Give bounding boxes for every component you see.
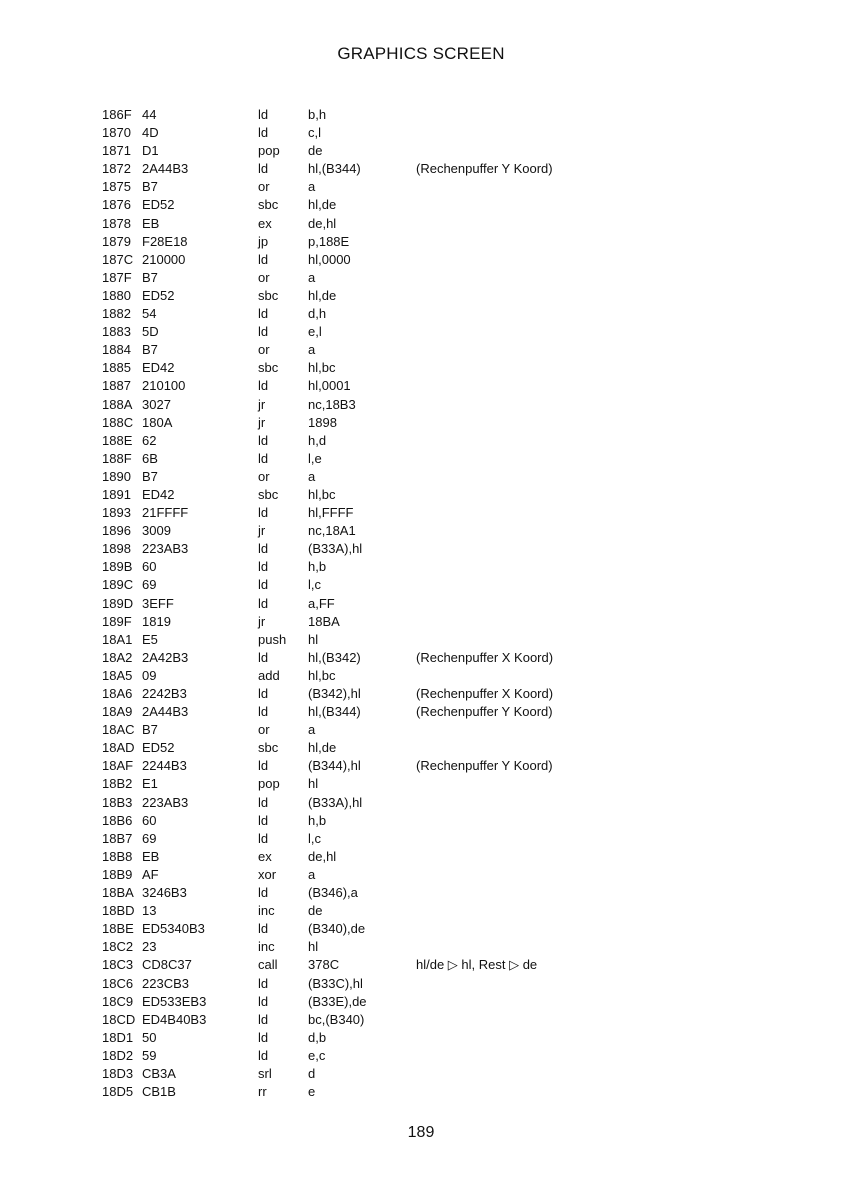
operand-cell: bc,(B340): [308, 1011, 365, 1027]
address-cell: 188C: [102, 414, 134, 430]
mnemonic-cell: rr: [258, 1084, 267, 1100]
listing-row: [0, 124, 842, 142]
address-cell: 187F: [102, 269, 132, 285]
mnemonic-cell: ld: [258, 921, 269, 937]
listing-row: [0, 775, 842, 793]
operand-cell: a: [308, 342, 316, 358]
opcode-bytes-cell: 13: [142, 903, 157, 919]
operand-cell: nc,18B3: [308, 396, 356, 412]
operand-cell: (B33A),hl: [308, 794, 363, 810]
operand-cell: b,h: [308, 107, 327, 122]
address-cell: 189F: [102, 613, 132, 629]
mnemonic-cell: or: [258, 342, 270, 358]
address-cell: 18C2: [102, 939, 134, 955]
address-cell: 18A9: [102, 704, 133, 720]
mnemonic-cell: ld: [258, 541, 269, 557]
address-cell: 18D3: [102, 1065, 134, 1081]
operand-cell: hl,de: [308, 740, 337, 756]
operand-cell: hl,bc: [308, 360, 336, 376]
address-cell: 1870: [102, 125, 131, 141]
address-cell: 186F: [102, 107, 132, 122]
mnemonic-cell: sbc: [258, 360, 279, 376]
opcode-bytes-cell: 60: [142, 559, 157, 575]
mnemonic-cell: ld: [258, 559, 269, 575]
opcode-bytes-cell: 23: [142, 939, 157, 955]
opcode-bytes-cell: B7: [142, 722, 158, 738]
opcode-bytes-cell: ED5340B3: [142, 921, 205, 937]
opcode-bytes-cell: ED533EB3: [142, 993, 207, 1009]
operand-cell: 378C: [308, 957, 340, 973]
address-cell: 188A: [102, 396, 133, 412]
mnemonic-cell: ex: [258, 848, 272, 864]
operand-cell: nc,18A1: [308, 523, 356, 539]
opcode-bytes-cell: 223AB3: [142, 541, 189, 557]
address-cell: 1896: [102, 523, 131, 539]
operand-cell: l,c: [308, 577, 321, 593]
operand-cell: c,l: [308, 125, 321, 141]
address-cell: 18BD: [102, 903, 135, 919]
mnemonic-cell: jr: [258, 613, 266, 629]
operand-cell: e,l: [308, 324, 322, 340]
listing-row: [0, 631, 842, 649]
operand-cell: hl,(B342): [308, 649, 361, 665]
operand-cell: hl,de: [308, 197, 337, 213]
operand-cell: de: [308, 143, 323, 159]
mnemonic-cell: ld: [258, 107, 269, 122]
opcode-bytes-cell: 21FFFF: [142, 505, 189, 521]
address-cell: 18B3: [102, 794, 133, 810]
listing-row: [0, 558, 842, 576]
opcode-bytes-cell: 3EFF: [142, 595, 174, 611]
operand-cell: hl,bc: [308, 667, 336, 683]
mnemonic-cell: ld: [258, 306, 269, 322]
listing-row: [0, 178, 842, 196]
mnemonic-cell: pop: [258, 143, 280, 159]
listing-row: [0, 540, 842, 558]
opcode-bytes-cell: 210000: [142, 251, 186, 267]
address-cell: 1890: [102, 468, 131, 484]
mnemonic-cell: or: [258, 722, 270, 738]
mnemonic-cell: pop: [258, 776, 280, 792]
mnemonic-cell: ld: [258, 1047, 269, 1063]
operand-cell: hl,FFFF: [308, 505, 354, 521]
operand-cell: de,hl: [308, 215, 337, 231]
listing-row: [0, 522, 842, 540]
assembly-listing: [0, 106, 842, 1101]
address-cell: 18D2: [102, 1047, 134, 1063]
address-cell: 18A5: [102, 667, 133, 683]
address-cell: 18C9: [102, 993, 134, 1009]
listing-row: [0, 504, 842, 522]
opcode-bytes-cell: CB1B: [142, 1084, 176, 1100]
mnemonic-cell: sbc: [258, 197, 279, 213]
operand-cell: hl,0000: [308, 251, 351, 267]
mnemonic-cell: ld: [258, 324, 269, 340]
opcode-bytes-cell: 59: [142, 1047, 157, 1063]
operand-cell: (B342),hl: [308, 686, 361, 701]
listing-row: [0, 432, 842, 450]
operand-cell: hl: [308, 776, 319, 792]
opcode-bytes-cell: CB3A: [142, 1065, 176, 1081]
operand-cell: d,h: [308, 306, 327, 322]
opcode-bytes-cell: ED52: [142, 740, 175, 756]
opcode-bytes-cell: 210100: [142, 378, 186, 394]
address-cell: 18B2: [102, 776, 133, 792]
page-number: 189: [407, 1124, 435, 1141]
operand-cell: p,188E: [308, 233, 350, 249]
opcode-bytes-cell: 50: [142, 1029, 157, 1045]
listing-row: [0, 685, 842, 703]
address-cell: 18A6: [102, 686, 133, 701]
listing-row: [0, 377, 842, 395]
opcode-bytes-cell: 2242B3: [142, 686, 187, 701]
operand-cell: 1898: [308, 414, 337, 430]
mnemonic-cell: ld: [258, 704, 269, 720]
address-cell: 1872: [102, 161, 131, 177]
address-cell: 1875: [102, 179, 131, 195]
operand-cell: (B33A),hl: [308, 541, 363, 557]
mnemonic-cell: sbc: [258, 287, 279, 303]
operand-cell: a: [308, 269, 316, 285]
address-cell: 1871: [102, 143, 131, 159]
listing-row: [0, 956, 842, 974]
opcode-bytes-cell: B7: [142, 269, 158, 285]
address-cell: 189D: [102, 595, 134, 611]
mnemonic-cell: ex: [258, 215, 272, 231]
opcode-bytes-cell: ED52: [142, 287, 175, 303]
operand-cell: a: [308, 468, 316, 484]
opcode-bytes-cell: EB: [142, 848, 160, 864]
opcode-bytes-cell: 223AB3: [142, 794, 189, 810]
operand-cell: hl: [308, 939, 319, 955]
listing-row: [0, 414, 842, 432]
operand-cell: h,b: [308, 812, 327, 828]
listing-row: [0, 233, 842, 251]
operand-cell: (B344),hl: [308, 758, 361, 774]
opcode-bytes-cell: 62: [142, 432, 157, 448]
listing-row: [0, 667, 842, 685]
mnemonic-cell: ld: [258, 885, 269, 901]
mnemonic-cell: ld: [258, 649, 269, 665]
mnemonic-cell: or: [258, 179, 270, 195]
opcode-bytes-cell: B7: [142, 179, 158, 195]
address-cell: 18AC: [102, 722, 135, 738]
operand-cell: (B33C),hl: [308, 975, 363, 991]
address-cell: 1879: [102, 233, 131, 249]
opcode-bytes-cell: ED42: [142, 360, 175, 376]
address-cell: 188F: [102, 450, 132, 466]
operand-cell: a: [308, 722, 316, 738]
mnemonic-cell: jr: [258, 523, 266, 539]
listing-row: [0, 613, 842, 631]
listing-row: [0, 595, 842, 613]
mnemonic-cell: ld: [258, 975, 269, 991]
address-cell: 1885: [102, 360, 131, 376]
operand-cell: (B346),a: [308, 885, 358, 901]
opcode-bytes-cell: B7: [142, 468, 158, 484]
address-cell: 189B: [102, 559, 133, 575]
operand-cell: l,e: [308, 450, 322, 466]
opcode-bytes-cell: 1819: [142, 613, 171, 629]
listing-row: [0, 287, 842, 305]
comment-cell: hl/de ▷ hl, Rest ▷ de: [416, 957, 538, 973]
address-cell: 18A1: [102, 631, 133, 647]
mnemonic-cell: ld: [258, 450, 269, 466]
comment-cell: (Rechenpuffer Y Koord): [416, 704, 553, 720]
operand-cell: (B33E),de: [308, 993, 367, 1009]
operand-cell: h,d: [308, 432, 327, 448]
opcode-bytes-cell: 3246B3: [142, 885, 187, 901]
address-cell: 18BA: [102, 885, 134, 901]
opcode-bytes-cell: 44: [142, 107, 157, 122]
listing-row: [0, 196, 842, 214]
mnemonic-cell: sbc: [258, 486, 279, 502]
listing-row: [0, 323, 842, 341]
operand-cell: hl,(B344): [308, 161, 361, 177]
operand-cell: hl: [308, 631, 319, 647]
mnemonic-cell: add: [258, 667, 280, 683]
operand-cell: l,c: [308, 830, 321, 846]
operand-cell: a: [308, 866, 316, 882]
opcode-bytes-cell: ED4B40B3: [142, 1011, 207, 1027]
opcode-bytes-cell: E5: [142, 631, 158, 647]
opcode-bytes-cell: 60: [142, 812, 157, 828]
address-cell: 188E: [102, 432, 133, 448]
operand-cell: hl,bc: [308, 486, 336, 502]
operand-cell: hl,de: [308, 287, 337, 303]
address-cell: 18C3: [102, 957, 134, 973]
listing-row: [0, 794, 842, 812]
listing-row: [0, 468, 842, 486]
listing-row: [0, 450, 842, 468]
page-title: GRAPHICS SCREEN: [337, 44, 505, 63]
opcode-bytes-cell: E1: [142, 776, 158, 792]
operand-cell: a: [308, 179, 316, 195]
opcode-bytes-cell: 4D: [142, 125, 159, 141]
address-cell: 1891: [102, 486, 131, 502]
address-cell: 1876: [102, 197, 131, 213]
mnemonic-cell: ld: [258, 125, 269, 141]
opcode-bytes-cell: ED42: [142, 486, 175, 502]
listing-row: [0, 757, 842, 775]
mnemonic-cell: xor: [258, 866, 277, 882]
opcode-bytes-cell: AF: [142, 866, 159, 882]
operand-cell: hl,0001: [308, 378, 351, 394]
mnemonic-cell: push: [258, 631, 287, 647]
listing-row: [0, 1047, 842, 1065]
operand-cell: h,b: [308, 559, 327, 575]
mnemonic-cell: ld: [258, 577, 269, 593]
address-cell: 1887: [102, 378, 131, 394]
mnemonic-cell: call: [258, 957, 278, 973]
mnemonic-cell: ld: [258, 830, 269, 846]
listing-row: [0, 576, 842, 594]
listing-row: [0, 866, 842, 884]
listing-row: [0, 848, 842, 866]
operand-cell: de: [308, 903, 323, 919]
mnemonic-cell: ld: [258, 812, 269, 828]
listing-row: [0, 920, 842, 938]
listing-row: [0, 341, 842, 359]
address-cell: 1882: [102, 306, 131, 322]
opcode-bytes-cell: F28E18: [142, 233, 188, 249]
opcode-bytes-cell: D1: [142, 143, 159, 159]
address-cell: 18B6: [102, 812, 133, 828]
operand-cell: d,b: [308, 1029, 327, 1045]
mnemonic-cell: srl: [258, 1065, 272, 1081]
comment-cell: (Rechenpuffer Y Koord): [416, 758, 553, 774]
address-cell: 18A2: [102, 649, 133, 665]
mnemonic-cell: ld: [258, 432, 269, 448]
opcode-bytes-cell: CD8C37: [142, 957, 192, 973]
listing-row: [0, 830, 842, 848]
mnemonic-cell: inc: [258, 903, 275, 919]
listing-row: [0, 142, 842, 160]
address-cell: 1884: [102, 342, 131, 358]
listing-row: [0, 160, 842, 178]
listing-row: [0, 812, 842, 830]
mnemonic-cell: inc: [258, 939, 275, 955]
opcode-bytes-cell: 54: [142, 306, 157, 322]
mnemonic-cell: sbc: [258, 740, 279, 756]
address-cell: 18B9: [102, 866, 133, 882]
opcode-bytes-cell: EB: [142, 215, 160, 231]
opcode-bytes-cell: 09: [142, 667, 157, 683]
comment-cell: (Rechenpuffer Y Koord): [416, 161, 553, 177]
mnemonic-cell: ld: [258, 251, 269, 267]
address-cell: 1878: [102, 215, 131, 231]
listing-row: [0, 106, 842, 124]
listing-row: [0, 251, 842, 269]
listing-row: [0, 1029, 842, 1047]
opcode-bytes-cell: 2A42B3: [142, 649, 189, 665]
address-cell: 18C6: [102, 975, 134, 991]
listing-row: [0, 396, 842, 414]
listing-row: [0, 902, 842, 920]
listing-row: [0, 649, 842, 667]
operand-cell: de,hl: [308, 848, 337, 864]
listing-row: [0, 486, 842, 504]
listing-row: [0, 305, 842, 323]
address-cell: 18AF: [102, 758, 134, 774]
listing-row: [0, 884, 842, 902]
operand-cell: e: [308, 1084, 316, 1100]
listing-row: [0, 359, 842, 377]
comment-cell: (Rechenpuffer X Koord): [416, 649, 554, 665]
operand-cell: e,c: [308, 1047, 326, 1063]
address-cell: 189C: [102, 577, 134, 593]
mnemonic-cell: ld: [258, 758, 269, 774]
listing-row: [0, 269, 842, 287]
opcode-bytes-cell: 223CB3: [142, 975, 189, 991]
mnemonic-cell: ld: [258, 993, 269, 1009]
mnemonic-cell: or: [258, 269, 270, 285]
opcode-bytes-cell: 5D: [142, 324, 159, 340]
mnemonic-cell: ld: [258, 595, 269, 611]
opcode-bytes-cell: ED52: [142, 197, 175, 213]
mnemonic-cell: or: [258, 468, 270, 484]
opcode-bytes-cell: 3009: [142, 523, 171, 539]
listing-row: [0, 1011, 842, 1029]
opcode-bytes-cell: 3027: [142, 396, 171, 412]
mnemonic-cell: jr: [258, 414, 266, 430]
mnemonic-cell: ld: [258, 794, 269, 810]
address-cell: 18B8: [102, 848, 133, 864]
opcode-bytes-cell: 69: [142, 577, 157, 593]
opcode-bytes-cell: 2A44B3: [142, 161, 189, 177]
opcode-bytes-cell: 2244B3: [142, 758, 187, 774]
mnemonic-cell: ld: [258, 161, 269, 177]
listing-row: [0, 938, 842, 956]
mnemonic-cell: ld: [258, 505, 269, 521]
operand-cell: 18BA: [308, 613, 340, 629]
comment-cell: (Rechenpuffer X Koord): [416, 686, 554, 701]
address-cell: 1883: [102, 324, 131, 340]
opcode-bytes-cell: B7: [142, 342, 158, 358]
operand-cell: hl,(B344): [308, 704, 361, 720]
address-cell: 1893: [102, 505, 131, 521]
mnemonic-cell: jr: [258, 396, 266, 412]
address-cell: 18AD: [102, 740, 135, 756]
mnemonic-cell: jp: [258, 233, 269, 249]
listing-row: [0, 739, 842, 757]
listing-row: [0, 993, 842, 1011]
operand-cell: d: [308, 1065, 316, 1081]
address-cell: 1880: [102, 287, 131, 303]
listing-row: [0, 1083, 842, 1101]
opcode-bytes-cell: 2A44B3: [142, 704, 189, 720]
listing-row: [0, 215, 842, 233]
operand-cell: a,FF: [308, 595, 335, 611]
address-cell: 1898: [102, 541, 131, 557]
operand-cell: (B340),de: [308, 921, 366, 937]
address-cell: 18D1: [102, 1029, 134, 1045]
mnemonic-cell: ld: [258, 378, 269, 394]
listing-row: [0, 1065, 842, 1083]
address-cell: 18CD: [102, 1011, 136, 1027]
address-cell: 18BE: [102, 921, 134, 937]
address-cell: 18D5: [102, 1084, 134, 1100]
mnemonic-cell: ld: [258, 686, 269, 701]
opcode-bytes-cell: 69: [142, 830, 157, 846]
opcode-bytes-cell: 180A: [142, 414, 173, 430]
address-cell: 187C: [102, 251, 134, 267]
listing-row: [0, 975, 842, 993]
mnemonic-cell: ld: [258, 1011, 269, 1027]
opcode-bytes-cell: 6B: [142, 450, 158, 466]
listing-row: [0, 721, 842, 739]
mnemonic-cell: ld: [258, 1029, 269, 1045]
address-cell: 18B7: [102, 830, 133, 846]
listing-row: [0, 703, 842, 721]
